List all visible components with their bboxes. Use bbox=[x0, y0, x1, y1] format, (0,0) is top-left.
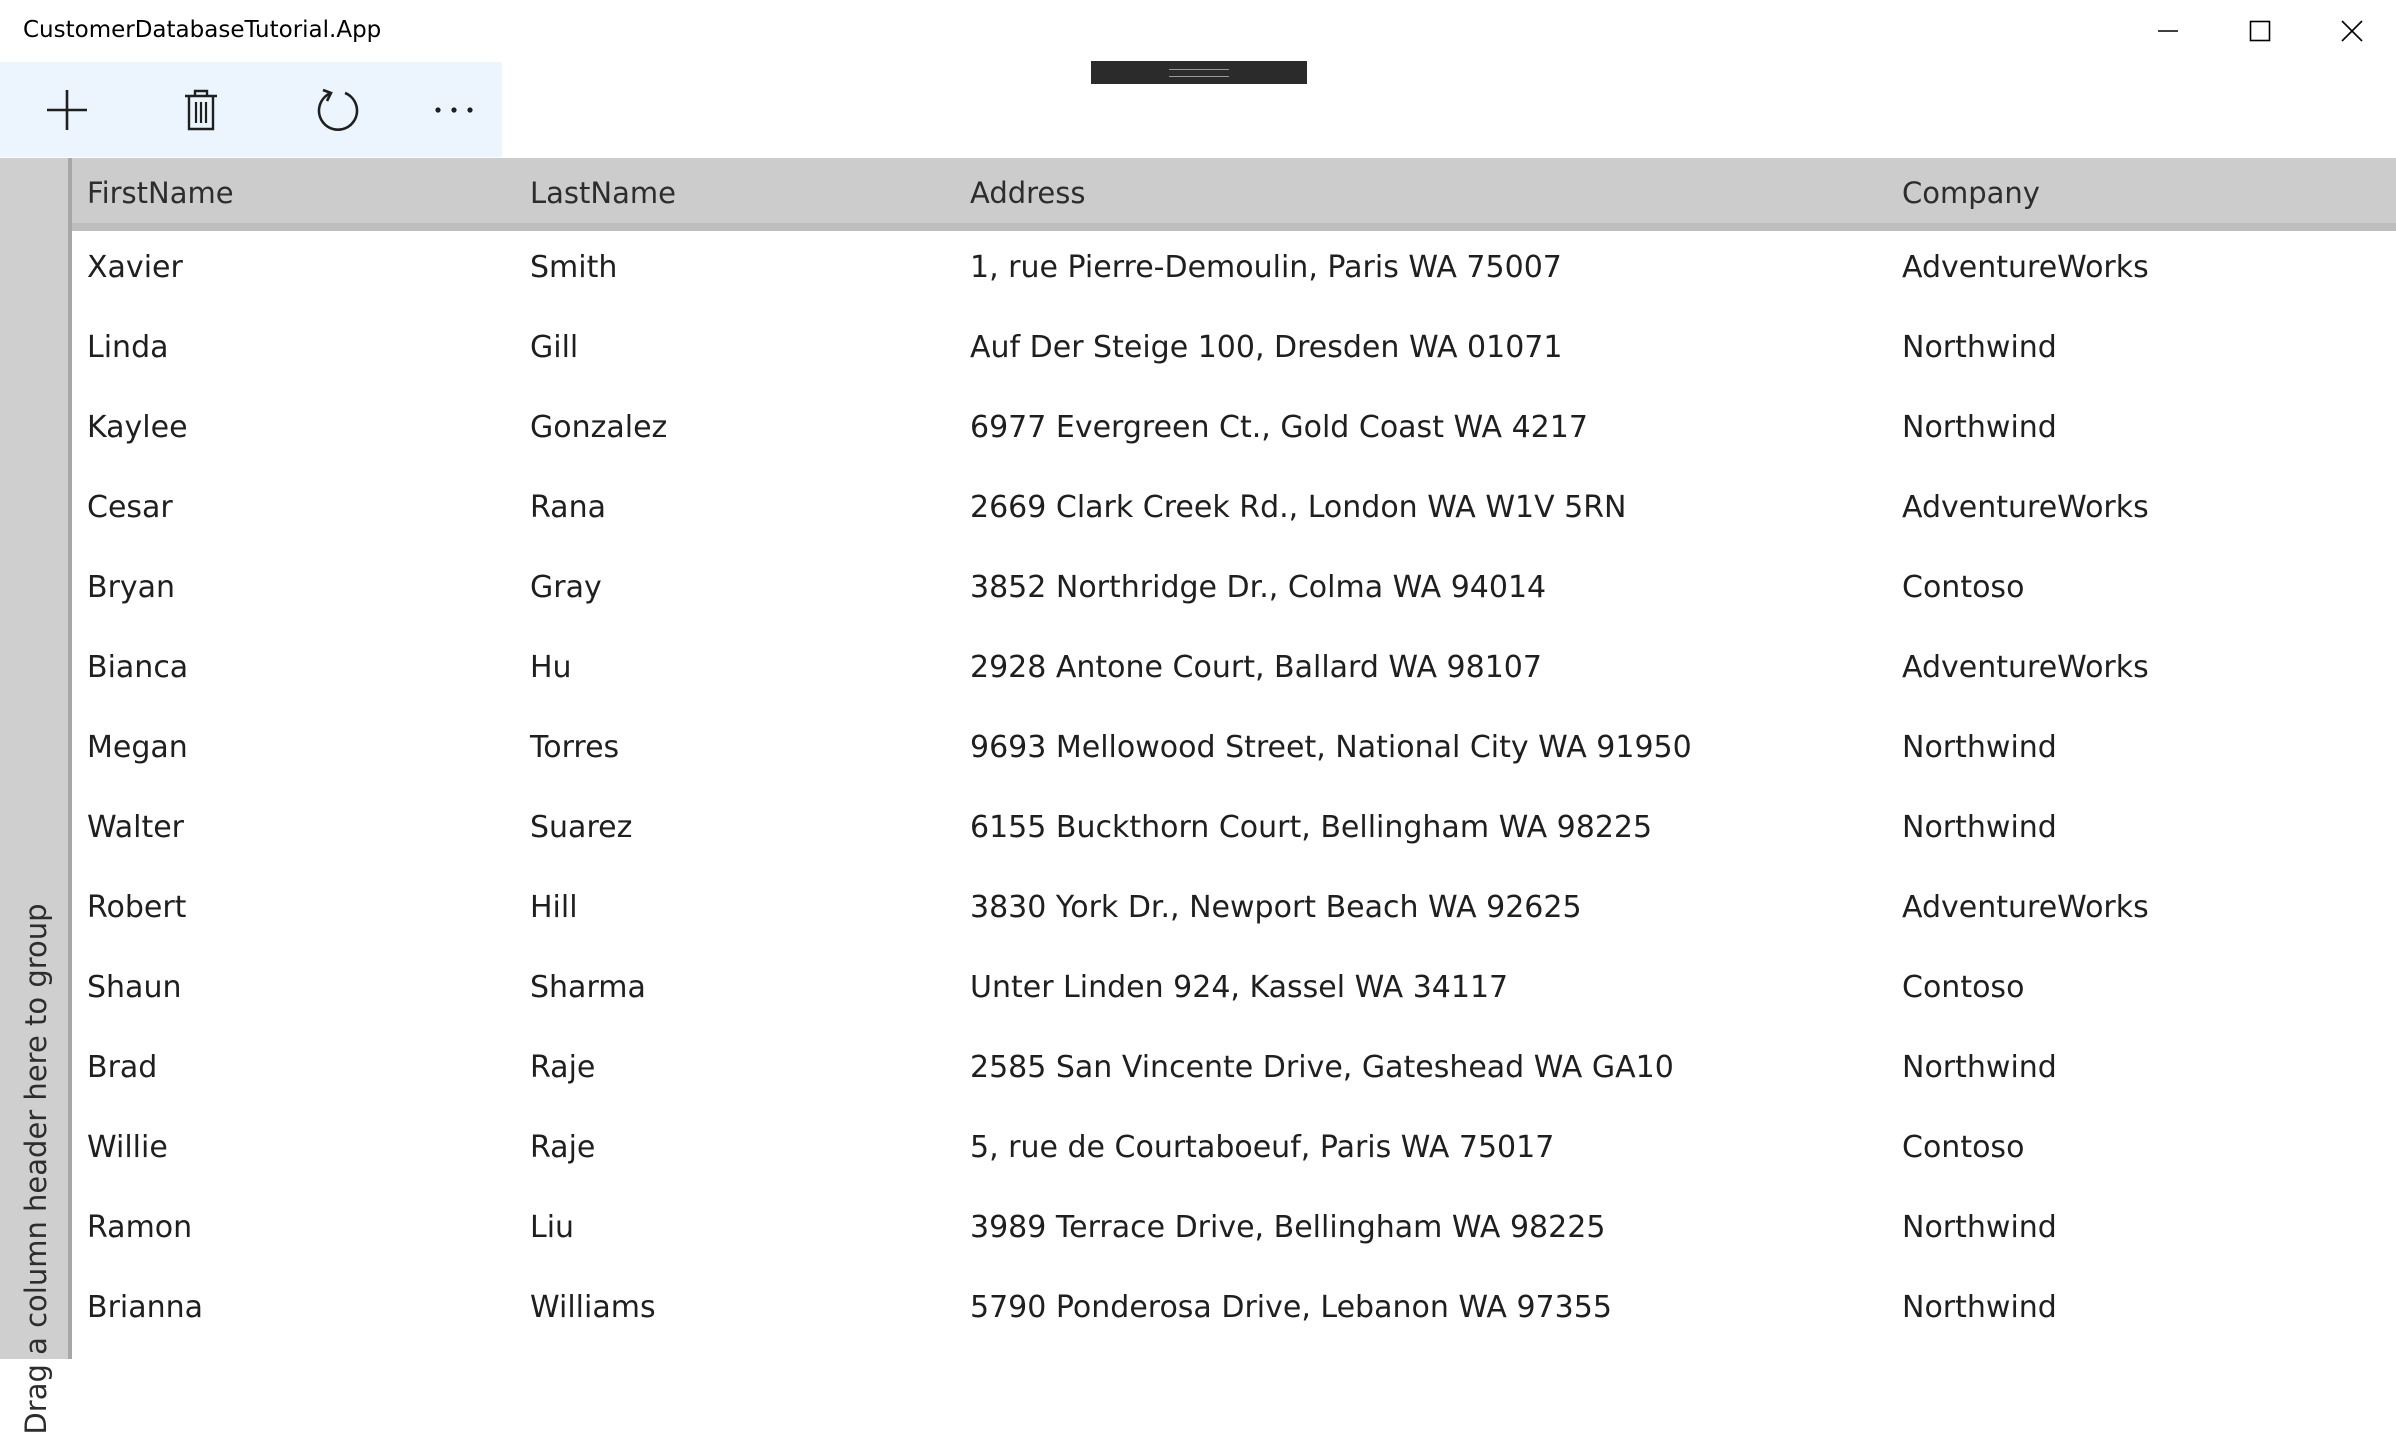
cell-company: Contoso bbox=[1902, 1130, 2025, 1165]
grid-body bbox=[72, 231, 2396, 1351]
table-row[interactable] bbox=[72, 311, 2396, 391]
cell-firstname: Brianna bbox=[87, 1290, 204, 1325]
maximize-icon bbox=[2249, 20, 2271, 42]
cell-firstname: Kaylee bbox=[87, 410, 188, 445]
more-options-button[interactable] bbox=[394, 62, 514, 157]
titlebar-drag-handle[interactable] bbox=[1091, 61, 1307, 84]
cell-firstname: Megan bbox=[87, 730, 188, 765]
cell-company: AdventureWorks bbox=[1902, 250, 2149, 285]
more-icon bbox=[434, 105, 474, 115]
maximize-button[interactable] bbox=[2214, 0, 2306, 62]
cell-lastname: Gray bbox=[530, 570, 602, 605]
cell-address: 5, rue de Courtaboeuf, Paris WA 75017 bbox=[970, 1130, 1555, 1165]
table-row[interactable] bbox=[72, 551, 2396, 631]
table-row[interactable] bbox=[72, 791, 2396, 871]
close-icon bbox=[2341, 20, 2363, 42]
cell-address: 3989 Terrace Drive, Bellingham WA 98225 bbox=[970, 1210, 1606, 1245]
cell-address: 2928 Antone Court, Ballard WA 98107 bbox=[970, 650, 1542, 685]
cell-lastname: Raje bbox=[530, 1130, 596, 1165]
cell-address: 6977 Evergreen Ct., Gold Coast WA 4217 bbox=[970, 410, 1588, 445]
cell-address: 2585 San Vincente Drive, Gateshead WA GA10 bbox=[970, 1050, 1674, 1085]
group-by-panel[interactable] bbox=[0, 158, 68, 1435]
table-row[interactable] bbox=[72, 631, 2396, 711]
title-bar bbox=[0, 0, 2396, 62]
minimize-icon bbox=[2157, 20, 2179, 42]
cell-address: Auf Der Steige 100, Dresden WA 01071 bbox=[970, 330, 1563, 365]
cell-lastname: Rana bbox=[530, 490, 606, 525]
cell-address: 5790 Ponderosa Drive, Lebanon WA 97355 bbox=[970, 1290, 1612, 1325]
cell-firstname: Linda bbox=[87, 330, 169, 365]
cell-lastname: Sharma bbox=[530, 970, 646, 1005]
cell-company: Northwind bbox=[1902, 1210, 2057, 1245]
cell-firstname: Robert bbox=[87, 890, 187, 925]
cell-address: 1, rue Pierre-Demoulin, Paris WA 75007 bbox=[970, 250, 1562, 285]
table-row[interactable] bbox=[72, 1271, 2396, 1351]
add-button[interactable] bbox=[7, 62, 127, 157]
table-row[interactable] bbox=[72, 1031, 2396, 1111]
customer-data-grid bbox=[72, 158, 2396, 1359]
column-header-lastname[interactable]: LastName bbox=[530, 176, 676, 210]
grid-header-row bbox=[72, 158, 2396, 231]
cell-firstname: Willie bbox=[87, 1130, 168, 1165]
cell-lastname: Gonzalez bbox=[530, 410, 668, 445]
cell-address: 6155 Buckthorn Court, Bellingham WA 98225 bbox=[970, 810, 1653, 845]
cell-company: Northwind bbox=[1902, 1290, 2057, 1325]
cell-address: 3852 Northridge Dr., Colma WA 94014 bbox=[970, 570, 1547, 605]
command-bar bbox=[0, 62, 502, 157]
cell-lastname: Liu bbox=[530, 1210, 575, 1245]
minimize-button[interactable] bbox=[2122, 0, 2214, 62]
table-row[interactable] bbox=[72, 711, 2396, 791]
window-title: CustomerDatabaseTutorial.App bbox=[23, 17, 382, 43]
table-row[interactable] bbox=[72, 1111, 2396, 1191]
cell-company: Northwind bbox=[1902, 330, 2057, 365]
cell-firstname: Ramon bbox=[87, 1210, 193, 1245]
cell-lastname: Suarez bbox=[530, 810, 633, 845]
cell-company: AdventureWorks bbox=[1902, 490, 2149, 525]
cell-lastname: Gill bbox=[530, 330, 579, 365]
cell-company: AdventureWorks bbox=[1902, 650, 2149, 685]
column-header-firstname[interactable]: FirstName bbox=[87, 176, 234, 210]
delete-button[interactable] bbox=[141, 62, 261, 157]
cell-lastname: Hu bbox=[530, 650, 572, 685]
delete-icon bbox=[183, 88, 219, 132]
table-row[interactable] bbox=[72, 1191, 2396, 1271]
cell-lastname: Smith bbox=[530, 250, 618, 285]
cell-firstname: Shaun bbox=[87, 970, 182, 1005]
cell-firstname: Bianca bbox=[87, 650, 189, 685]
table-row[interactable] bbox=[72, 231, 2396, 311]
cell-company: Northwind bbox=[1902, 410, 2057, 445]
refresh-icon bbox=[315, 87, 361, 133]
grip-icon bbox=[1169, 69, 1229, 77]
table-row[interactable] bbox=[72, 471, 2396, 551]
cell-company: Northwind bbox=[1902, 1050, 2057, 1085]
cell-lastname: Torres bbox=[530, 730, 620, 765]
cell-lastname: Williams bbox=[530, 1290, 656, 1325]
group-panel-hint: Drag a column header here to group bbox=[19, 903, 53, 1435]
cell-firstname: Walter bbox=[87, 810, 185, 845]
cell-address: 2669 Clark Creek Rd., London WA W1V 5RN bbox=[970, 490, 1627, 525]
cell-firstname: Bryan bbox=[87, 570, 176, 605]
cell-company: Contoso bbox=[1902, 570, 2025, 605]
close-button[interactable] bbox=[2306, 0, 2396, 62]
cell-company: Northwind bbox=[1902, 810, 2057, 845]
column-header-address[interactable]: Address bbox=[970, 176, 1086, 210]
cell-address: 3830 York Dr., Newport Beach WA 92625 bbox=[970, 890, 1582, 925]
column-header-company[interactable]: Company bbox=[1902, 176, 2040, 210]
table-row[interactable] bbox=[72, 871, 2396, 951]
cell-firstname: Cesar bbox=[87, 490, 173, 525]
cell-lastname: Raje bbox=[530, 1050, 596, 1085]
cell-company: AdventureWorks bbox=[1902, 890, 2149, 925]
cell-company: Northwind bbox=[1902, 730, 2057, 765]
table-row[interactable] bbox=[72, 391, 2396, 471]
refresh-button[interactable] bbox=[278, 62, 398, 157]
cell-firstname: Xavier bbox=[87, 250, 183, 285]
cell-firstname: Brad bbox=[87, 1050, 158, 1085]
cell-address: Unter Linden 924, Kassel WA 34117 bbox=[970, 970, 1509, 1005]
cell-address: 9693 Mellowood Street, National City WA 91950 bbox=[970, 730, 1692, 765]
cell-lastname: Hill bbox=[530, 890, 578, 925]
table-row[interactable] bbox=[72, 951, 2396, 1031]
add-icon bbox=[45, 88, 89, 132]
cell-company: Contoso bbox=[1902, 970, 2025, 1005]
